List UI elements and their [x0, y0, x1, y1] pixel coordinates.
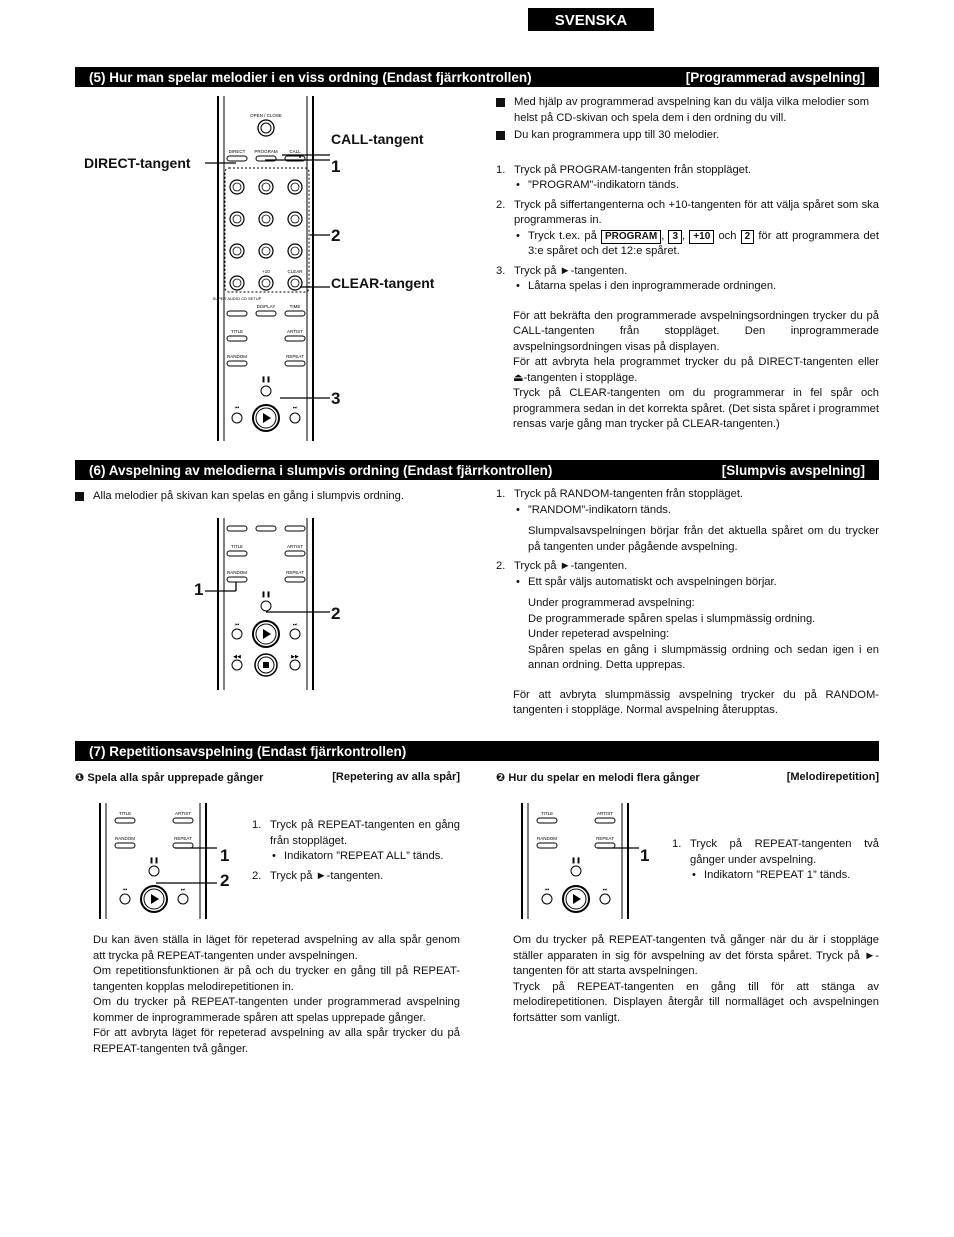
key-3: 3 [668, 230, 682, 244]
svg-text:RANDOM: RANDOM [227, 570, 247, 575]
step-marker-2: 2 [220, 871, 230, 890]
svg-text:⏭: ⏭ [292, 405, 298, 411]
svg-text:ARTIST: ARTIST [597, 811, 613, 816]
repeat-all-heading: ❶ Spela alla spår upprepade gånger [Repetering av alla spår] [75, 771, 460, 784]
repeat-one-notes: Om du trycker på REPEAT-tangenten två gånger när du är i stoppläge ställer apparaten in sig för avspelning av det första spåret. Tryck på ►-tangenten för att starta avspelningen. Tryck på REPEAT-tangenten en gång till för att stänga av melodirepetitionen. Displayen återgår till normalläget och avspelningen fortsätter som vanligt. [513, 934, 879, 1024]
section-6-tag: [Slumpvis avspelning] [721, 463, 865, 478]
step-marker-1: 1 [640, 846, 650, 865]
callout-lines-5 [200, 140, 340, 410]
svg-text:⏭: ⏭ [180, 887, 186, 893]
svg-text:ARTIST: ARTIST [175, 811, 191, 816]
section-6-text: 1. Tryck på RANDOM-tangenten från stoppläget. • ”RANDOM”-indikatorn tänds. Slumpvalsavspelningen börjar från det aktuella spåret om du trycker på tangenten under pågående avspelning. 2. Tryck på ►-tangenten. • Ett spår väljs automatiskt och avspelningen börjar. Under programmerad avspelning: De programmerade spåren spelas i slumpmässig ordning. Under repeterad avspelning: Spåren spelas en gång i slumpmässig ordning och sedan igen i en annan ordning. Detta upprepas. För att avbryta slumpmässig avspelning trycker du på RANDOM-tangenten i stoppläge. Normal avspelning återupptas. [496, 487, 879, 719]
svg-text:❚❚: ❚❚ [260, 592, 272, 598]
repeat-all-notes: Du kan även ställa in läget för repeterad avspelning av alla spår genom att trycka på REPEAT-tangenten under avspelningen. Om repetitionsfunktionen är på och du trycker en gång till på REPEAT-tangenten kopplas melodirepetitionen in. Om du trycker på REPEAT-tangenten under programmerad avspelning kommer de inprogrammerade spåren att spelas upprepade gånger. För att avbryta läget för repeterad avspelning av alla spår trycker du på REPEAT-tangenten två gånger. [93, 934, 460, 1055]
section-6-bullet: Alla melodier på skivan kan spelas en gång i slumpvis ordning. [75, 489, 473, 505]
svg-text:⏮: ⏮ [544, 887, 550, 893]
remote-illustration-repeat-all [90, 803, 220, 921]
svg-text:❚❚: ❚❚ [148, 858, 160, 864]
svg-text:REPEAT: REPEAT [286, 570, 304, 575]
repeat-one-steps: 1. Tryck på REPEAT-tangenten två gånger under avspelning. • Indikatorn ”REPEAT 1” tänds. [672, 837, 879, 888]
section-5-text: Med hjälp av programmerad avspelning kan du välja vilka melodier som helst på CD-skivan och spela dem i den ordning du vill. Du kan programmera upp till 30 melodier. 1. Tryck på PROGRAM-tangenten från stoppläget. • ”PROGRAM”-indikatorn tänds. 2. Tryck på siffertangenterna och +10-tangenten för att välja spåret som ska programmeras in. • Tryck t.ex. på PROGRAM , 3 , +10 och 2 för att programmera det 3:e spåret och det 12:e spåret. 3. Tryck på ►-tangenten. • Låtarna spelas i den inprogrammerade ordningen. För att bekräfta den programmerade avspelningsordningen trycker du på CALL-tangenten från stoppläget. Den inprogrammerade avspelningsordningen visas på displayen. För att avbryta hela programmet trycker du på DIRECT-tangenten eller ⏏-tangenten i stoppläge. Tryck på CLEAR-tangenten om du programmerar in fel spår och programmera sedan in det korrekta spåret. (Det sista spåret i programmet rensas varje gång man trycker på CLEAR-tangenten.) [496, 95, 879, 433]
clear-key-callout: CLEAR-tangent [331, 275, 435, 291]
svg-text:ARTIST: ARTIST [287, 544, 303, 549]
svg-text:DIRECT: DIRECT [228, 149, 246, 154]
plus10-key: +10 [689, 230, 714, 244]
step-marker-3: 3 [331, 389, 341, 408]
section-5-header [75, 67, 879, 87]
svg-text:CLEAR: CLEAR [287, 269, 303, 274]
svg-text:PROGRAM: PROGRAM [254, 149, 278, 154]
svg-text:RANDOM: RANDOM [115, 836, 135, 841]
repeat-one-heading: ❷ Hur du spelar en melodi flera gånger [Melodirepetition] [496, 771, 879, 784]
svg-text:SUPER AUDIO CD SETUP: SUPER AUDIO CD SETUP [212, 296, 262, 301]
svg-text:REPEAT: REPEAT [596, 836, 614, 841]
step-marker-1: 1 [331, 157, 341, 176]
section-6-header [75, 460, 879, 480]
svg-text:TITLE: TITLE [118, 811, 132, 816]
call-key-callout: CALL-tangent [331, 131, 424, 147]
svg-text:⏭: ⏭ [602, 887, 608, 893]
svg-text:⏮: ⏮ [234, 405, 240, 411]
svg-text:REPEAT: REPEAT [174, 836, 192, 841]
svg-text:⏮: ⏮ [234, 622, 240, 628]
repeat-all-steps: 1. Tryck på REPEAT-tangenten en gång från stoppläget. • Indikatorn ”REPEAT ALL” tänds. 2. Tryck på ►-tangenten. [252, 818, 460, 888]
section-7-header [75, 741, 879, 761]
section-5-title: (5) Hur man spelar melodier i en viss ordning (Endast fjärrkontrollen) [89, 70, 532, 85]
svg-text:⏮: ⏮ [122, 887, 128, 893]
svg-text:TIME: TIME [289, 304, 301, 309]
step-marker-1: 1 [194, 580, 204, 599]
svg-text:⏭: ⏭ [292, 622, 298, 628]
language-tab: SVENSKA [528, 8, 654, 31]
step-marker-1: 1 [220, 846, 230, 865]
bullet-square: Du kan programmera upp till 30 melodier. [496, 128, 879, 144]
svg-text:◀◀: ◀◀ [233, 654, 241, 660]
svg-text:❚❚: ❚❚ [570, 858, 582, 864]
remote-open-close-label: OPEN / CLOSE [250, 113, 282, 118]
key-2: 2 [741, 230, 755, 244]
program-key: PROGRAM [601, 230, 661, 244]
svg-text:RANDOM: RANDOM [227, 354, 247, 359]
svg-text:▶▶: ▶▶ [291, 654, 299, 660]
section-5-tag: [Programmerad avspelning] [685, 70, 865, 85]
svg-text:+10: +10 [262, 269, 270, 274]
svg-text:TITLE: TITLE [230, 544, 244, 549]
direct-key-callout: DIRECT-tangent [84, 155, 191, 171]
section-7-title: (7) Repetitionsavspelning (Endast fjärrkontrollen) [89, 744, 407, 759]
bullet-square: Med hjälp av programmerad avspelning kan du välja vilka melodier som helst på CD-skivan och spela dem i den ordning du vill. [496, 95, 879, 126]
step-marker-2: 2 [331, 226, 341, 245]
svg-text:REPEAT: REPEAT [286, 354, 304, 359]
section-6-title: (6) Avspelning av melodierna i slumpvis ordning (Endast fjärrkontrollen) [89, 463, 553, 478]
svg-text:ARTIST: ARTIST [287, 329, 303, 334]
svg-text:DISPLAY: DISPLAY [256, 304, 276, 309]
svg-text:CALL: CALL [289, 149, 301, 154]
remote-illustration-repeat-one [512, 803, 642, 921]
step-marker-2: 2 [331, 604, 341, 623]
svg-text:TITLE: TITLE [230, 329, 244, 334]
svg-text:RANDOM: RANDOM [537, 836, 557, 841]
svg-text:❚❚: ❚❚ [260, 377, 272, 383]
callout-lines-6 [200, 580, 335, 620]
svg-text:TITLE: TITLE [540, 811, 554, 816]
